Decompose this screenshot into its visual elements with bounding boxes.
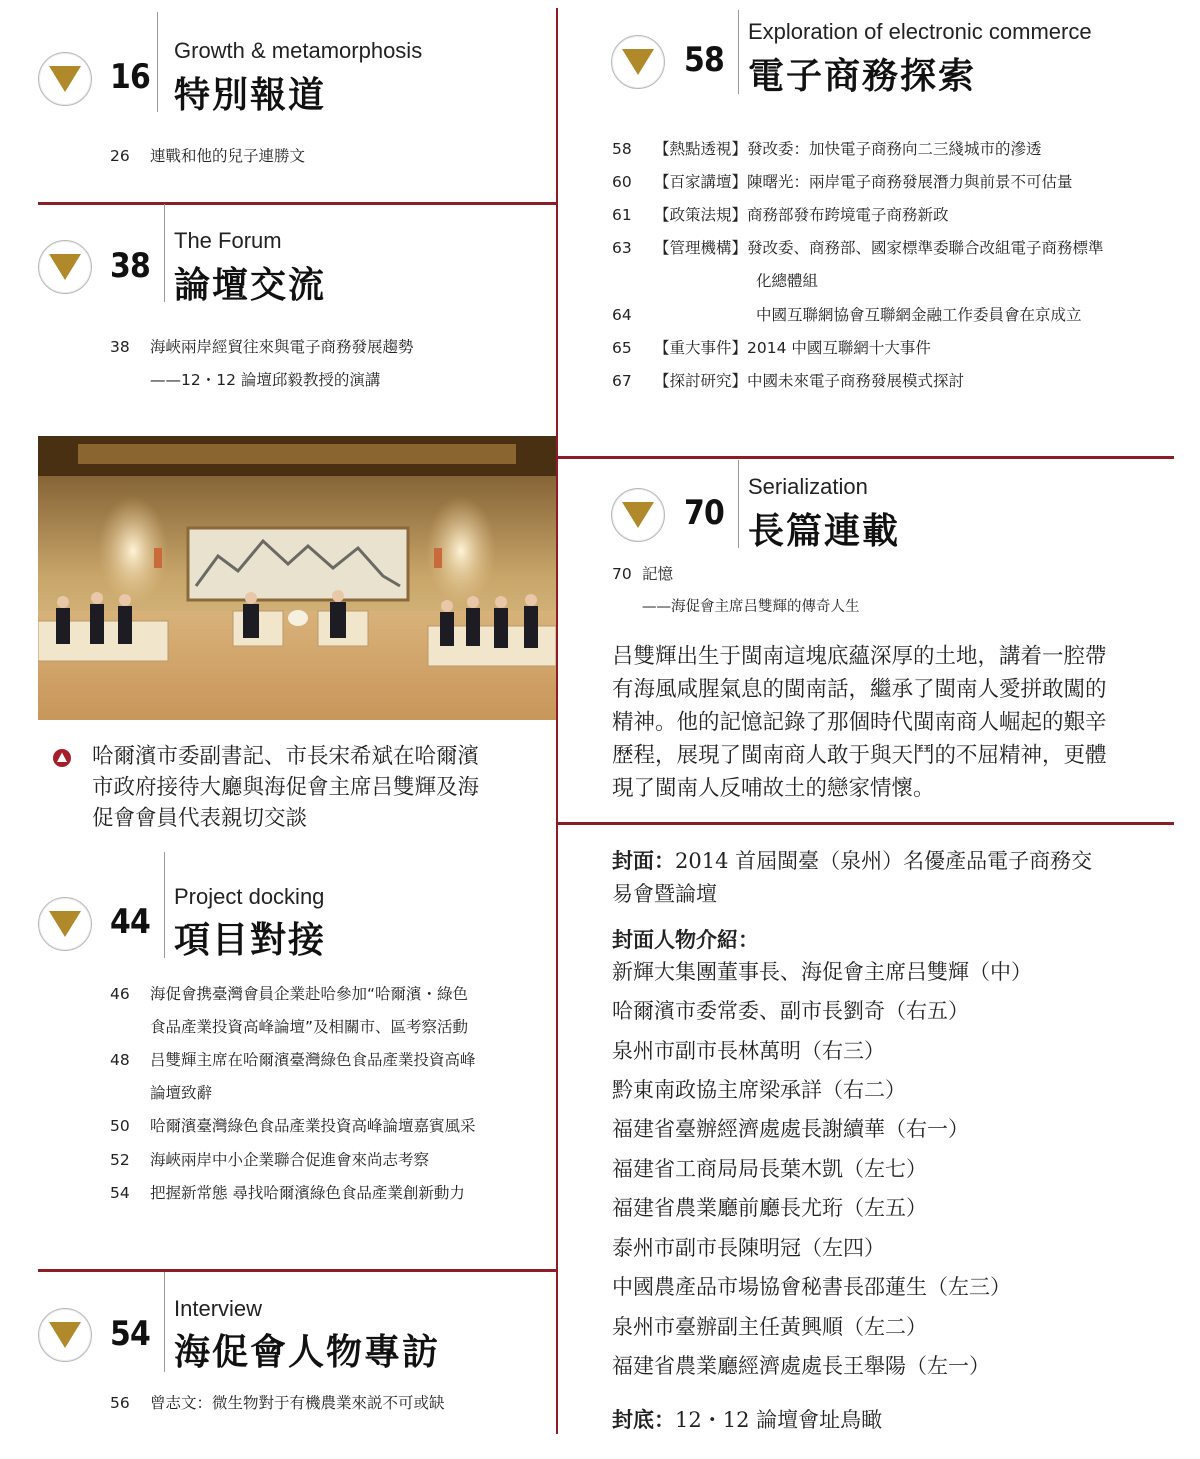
section-badge bbox=[38, 1308, 92, 1362]
cover-person: 中國農產品市場協會秘書長邵蓮生（左三） bbox=[612, 1275, 1011, 1299]
down-triangle-icon bbox=[622, 49, 654, 75]
toc-page: 52 bbox=[110, 1151, 130, 1169]
caption-line: 哈爾濱市委副書記、市長宋希斌在哈爾濱 bbox=[92, 744, 480, 769]
toc-text: 食品產業投資高峰論壇”及相關市、區考察活動 bbox=[150, 1018, 469, 1036]
section-title-zh: 項目對接 bbox=[174, 919, 327, 961]
down-triangle-icon bbox=[622, 502, 654, 528]
toc-page: 48 bbox=[110, 1051, 130, 1069]
cover-line-2: 易會暨論壇 bbox=[612, 882, 717, 906]
toc-text: 【探討研究】中國未來電子商務發展模式探討 bbox=[654, 372, 965, 390]
toc-text: 海促會携臺灣會員企業赴哈參加“哈爾濱・綠色 bbox=[150, 985, 469, 1003]
section-number: 16 bbox=[110, 57, 150, 97]
cover-person: 福建省農業廳經濟處處長王舉陽（左一） bbox=[612, 1354, 990, 1378]
back-cover-line bbox=[612, 1404, 882, 1434]
cover-person: 黔東南政協主席梁承詳（右二） bbox=[612, 1078, 906, 1102]
toc-text: 【熱點透視】發改委：加快電子商務向二三綫城市的滲透 bbox=[654, 140, 1042, 158]
toc-text: 海峽兩岸中小企業聯合促進會來尚志考察 bbox=[150, 1151, 430, 1169]
section-badge bbox=[38, 240, 92, 294]
section-number: 38 bbox=[110, 246, 150, 286]
toc-text: 中國互聯網協會互聯網金融工作委員會在京成立 bbox=[756, 306, 1082, 324]
toc-page: 54 bbox=[110, 1184, 130, 1202]
cover-line bbox=[612, 845, 1092, 875]
section-divider bbox=[157, 12, 158, 112]
toc-item[interactable] bbox=[110, 337, 414, 357]
section-title-zh: 特別報道 bbox=[174, 74, 327, 116]
reception-hall-photo bbox=[38, 436, 556, 720]
toc-page: 64 bbox=[612, 306, 632, 324]
serial-summary bbox=[612, 640, 1176, 805]
toc-page: 50 bbox=[110, 1117, 130, 1135]
toc-text: 吕雙輝主席在哈爾濱臺灣綠色食品產業投資高峰 bbox=[150, 1051, 476, 1069]
cover-person: 哈爾濱市委常委、副市長劉奇（右五） bbox=[612, 999, 969, 1023]
toc-item[interactable] bbox=[110, 1116, 476, 1136]
section-title-zh: 論壇交流 bbox=[174, 264, 327, 306]
down-triangle-icon bbox=[49, 66, 81, 92]
summary-line: 歷程，展現了閩南商人敢于與天鬥的不屈精神，更體 bbox=[612, 743, 1107, 768]
section-title-en: The Forum bbox=[174, 228, 282, 253]
toc-subline: ——12・12 論壇邱毅教授的演講 bbox=[150, 371, 381, 389]
toc-subline: ——海促會主席吕雙輝的傳奇人生 bbox=[642, 599, 860, 615]
section-title-zh: 電子商務探索 bbox=[748, 55, 977, 97]
down-triangle-icon bbox=[49, 1322, 81, 1348]
section-divider bbox=[738, 460, 739, 548]
section-divider bbox=[738, 10, 739, 94]
cover-person: 泰州市副市長陳明冠（左四） bbox=[612, 1236, 885, 1260]
section-number: 70 bbox=[684, 493, 724, 533]
divider-serial-cover bbox=[558, 822, 1174, 825]
toc-page: 46 bbox=[110, 985, 130, 1003]
summary-line: 現了閩南人反哺故土的戀家情懷。 bbox=[612, 776, 935, 801]
toc-text: 論壇致辭 bbox=[150, 1084, 213, 1102]
toc-page: 58 bbox=[612, 140, 632, 158]
toc-item[interactable] bbox=[110, 1150, 429, 1170]
section-divider bbox=[164, 1272, 165, 1372]
toc-page: 63 bbox=[612, 239, 632, 257]
section-badge bbox=[38, 52, 92, 106]
summary-line: 吕雙輝出生于閩南這塊底蘊深厚的土地，講着一腔帶 bbox=[612, 644, 1107, 669]
cover-people-heading: 封面人物介紹： bbox=[612, 928, 759, 952]
toc-text: 哈爾濱臺灣綠色食品產業投資高峰論壇嘉賓風采 bbox=[150, 1117, 476, 1135]
section-title-en: Growth & metamorphosis bbox=[174, 38, 423, 63]
toc-text: 連戰和他的兒子連勝文 bbox=[150, 147, 306, 165]
toc-item[interactable] bbox=[110, 984, 468, 1004]
section-title-en: Serialization bbox=[748, 474, 868, 499]
toc-page: 26 bbox=[110, 147, 130, 165]
toc-item[interactable] bbox=[110, 1083, 212, 1103]
section-title-en: Project docking bbox=[174, 884, 325, 909]
section-title-en: Exploration of electronic commerce bbox=[748, 19, 1092, 44]
back-cover-text: 12・12 論壇會址鳥瞰 bbox=[675, 1408, 883, 1432]
down-triangle-icon bbox=[49, 254, 81, 280]
cover-person: 新輝大集團董事長、海促會主席吕雙輝（中） bbox=[612, 960, 1032, 984]
caption-line: 促會會員代表親切交談 bbox=[92, 806, 308, 831]
toc-item[interactable] bbox=[110, 1183, 465, 1203]
section-title-en: Interview bbox=[174, 1296, 263, 1321]
section-divider bbox=[164, 852, 165, 958]
toc-item[interactable] bbox=[110, 1050, 476, 1070]
cover-person: 福建省農業廳前廳長尤珩（左五） bbox=[612, 1196, 927, 1220]
section-title-zh: 長篇連載 bbox=[748, 510, 901, 552]
section-badge bbox=[611, 35, 665, 89]
toc-page: 61 bbox=[612, 206, 632, 224]
toc-item[interactable] bbox=[110, 146, 305, 166]
summary-line: 精神。他的記憶記錄了那個時代閩南商人崛起的艱辛 bbox=[612, 710, 1107, 735]
center-divider bbox=[556, 8, 558, 1434]
toc-page: 65 bbox=[612, 339, 632, 357]
caption-line: 市政府接待大廳與海促會主席吕雙輝及海 bbox=[92, 775, 480, 800]
cover-person: 泉州市副市長林萬明（右三） bbox=[612, 1039, 885, 1063]
toc-text: 化總體組 bbox=[756, 272, 819, 290]
cover-label: 封面： bbox=[612, 849, 675, 873]
toc-text: 【政策法規】商務部發布跨境電子商務新政 bbox=[654, 206, 949, 224]
cover-person: 泉州市臺辦副主任黃興順（左二） bbox=[612, 1315, 927, 1339]
down-triangle-icon bbox=[49, 911, 81, 937]
toc-page: 38 bbox=[110, 338, 130, 356]
toc-text: 海峽兩岸經貿往來與電子商務發展趨勢 bbox=[150, 338, 414, 356]
toc-text: 【管理機構】發改委、商務部、國家標準委聯合改組電子商務標準 bbox=[654, 239, 1104, 257]
toc-text: 記憶 bbox=[642, 565, 674, 583]
toc-text: 曾志文：微生物對于有機農業來説不可或缺 bbox=[150, 1394, 445, 1412]
toc-page: 56 bbox=[110, 1394, 130, 1412]
section-badge bbox=[38, 897, 92, 951]
up-triangle-icon bbox=[52, 748, 72, 768]
toc-page: 60 bbox=[612, 173, 632, 191]
cover-person: 福建省臺辦經濟處處長謝續華（右一） bbox=[612, 1117, 969, 1141]
section-number: 44 bbox=[110, 902, 150, 942]
section-divider bbox=[164, 204, 165, 302]
toc-text: 【百家講壇】陳曙光：兩岸電子商務發展潛力與前景不可估量 bbox=[654, 173, 1073, 191]
toc-item[interactable] bbox=[110, 1393, 445, 1413]
toc-text: 【重大事件】2014 中國互聯網十大事件 bbox=[654, 339, 931, 357]
back-cover-label: 封底： bbox=[612, 1408, 675, 1432]
cover-text: 2014 首屆閩臺（泉州）名優產品電子商務交 bbox=[675, 849, 1093, 873]
section-badge bbox=[611, 488, 665, 542]
cover-person: 福建省工商局局長葉木凱（左七） bbox=[612, 1157, 927, 1181]
divider-ecommerce-serial bbox=[558, 456, 1174, 459]
divider-growth-forum bbox=[38, 202, 556, 205]
summary-line: 有海風咸腥氣息的閩南話，繼承了閩南人愛拼敢闖的 bbox=[612, 677, 1107, 702]
cover-people-label bbox=[612, 924, 759, 954]
toc-item[interactable] bbox=[110, 1017, 468, 1037]
divider-interview bbox=[38, 1269, 556, 1272]
toc-page: 67 bbox=[612, 372, 632, 390]
toc-text: 把握新常態 尋找哈爾濱綠色食品產業創新動力 bbox=[150, 1184, 465, 1202]
section-number: 54 bbox=[110, 1314, 150, 1354]
toc-page: 70 bbox=[612, 565, 632, 583]
photo-caption bbox=[92, 741, 479, 834]
section-title-zh: 海促會人物專訪 bbox=[174, 1331, 441, 1373]
section-number: 58 bbox=[684, 40, 724, 80]
